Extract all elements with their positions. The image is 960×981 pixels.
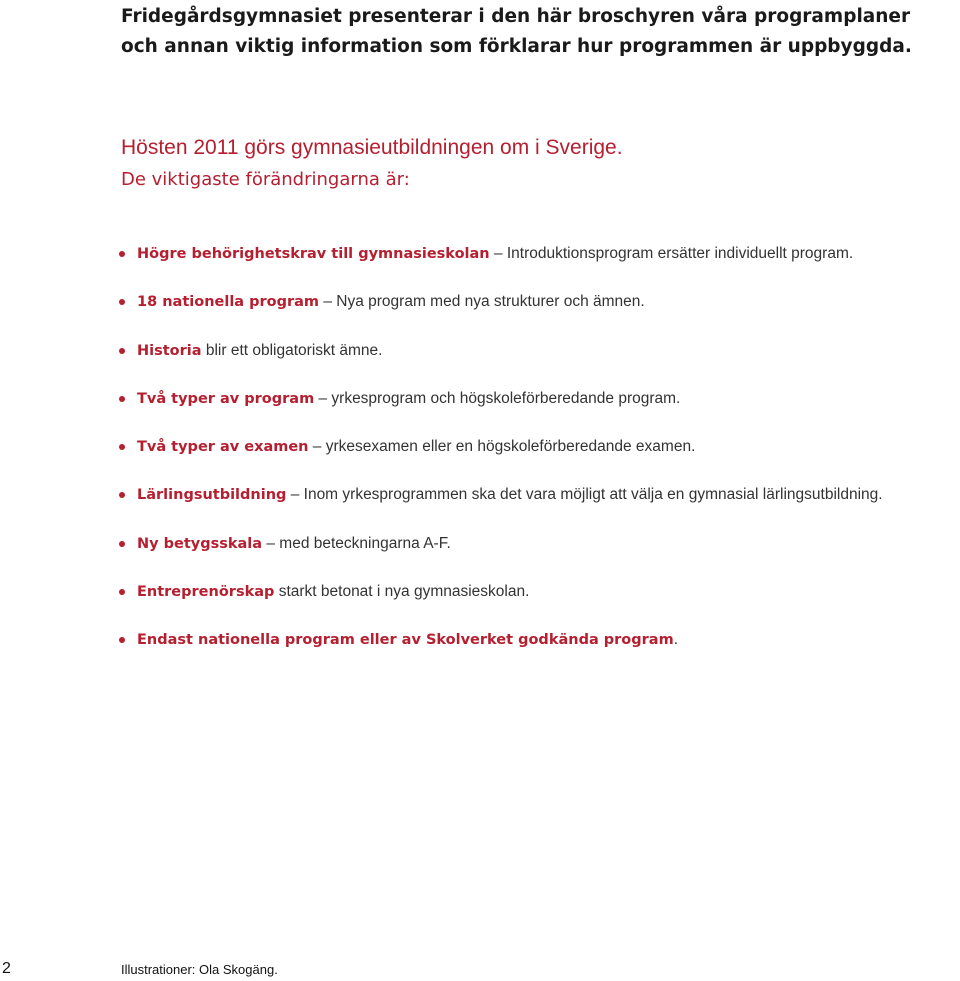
list-item-text: blir ett obligatoriskt ämne.: [201, 341, 383, 359]
intro-line-2: och annan viktig information som förklarar hur programmen är uppbyggda.: [121, 36, 912, 57]
section-heading: [121, 132, 623, 196]
list-item-text: – yrkesexamen eller en högskoleförberedande examen.: [308, 438, 696, 456]
list-item: [119, 479, 959, 527]
list-item-keyword: Två typer av program: [137, 390, 315, 407]
list-item-text: – med beteckningarna A-F.: [262, 534, 451, 552]
list-item-text: starkt betonat i nya gymnasieskolan.: [274, 583, 530, 601]
heading-line-2: De viktigaste förändringarna är:: [121, 169, 410, 190]
bullet-icon: [119, 541, 125, 547]
bullet-icon: [119, 396, 125, 402]
list-item-keyword: Entreprenörskap: [137, 584, 275, 601]
bullet-icon: [119, 251, 125, 257]
heading-line-1: Hösten 2011 görs gymnasieutbildningen om i Sverige.: [121, 136, 623, 159]
list-item: [119, 576, 959, 624]
list-item-keyword: Högre behörighetskrav till gymnasieskolan: [137, 246, 490, 262]
intro-paragraph: [121, 2, 956, 62]
list-item: [119, 383, 959, 431]
list-item-keyword: Två typer av examen: [137, 439, 309, 456]
list-item: [119, 431, 959, 479]
bullet-icon: [119, 492, 125, 498]
changes-list: [119, 238, 959, 673]
bullet-icon: [119, 637, 125, 643]
bullet-icon: [119, 299, 125, 305]
list-item-text: .: [673, 631, 679, 649]
bullet-icon: [119, 348, 125, 354]
list-item-keyword: Ny betygsskala: [137, 535, 263, 552]
list-item: [119, 624, 959, 672]
bullet-icon: [119, 444, 125, 450]
list-item: [119, 286, 959, 334]
list-item-text: – Nya program med nya strukturer och ämnen.: [319, 293, 645, 311]
list-item-text: – Inom yrkesprogrammen ska det vara möjligt att välja en gymnasial lärlingsutbildning.: [286, 486, 883, 504]
illustration-credits: Illustrationer: Ola Skogäng.: [121, 962, 278, 977]
bullet-icon: [119, 589, 125, 595]
list-item-keyword: Endast nationella program eller av Skolverket godkända program: [137, 632, 674, 649]
list-item-keyword: Lärlingsutbildning: [137, 487, 287, 504]
list-item: [119, 335, 959, 383]
list-item-keyword: Historia: [137, 342, 202, 359]
list-item: [119, 528, 959, 576]
list-item-keyword: 18 nationella program: [137, 294, 320, 311]
page-number: 2: [2, 960, 11, 977]
list-item-text: – Introduktionsprogram ersätter individuellt program.: [489, 245, 854, 262]
list-item-text: – yrkesprogram och högskoleförberedande program.: [314, 389, 681, 407]
intro-line-1: Fridegårdsgymnasiet presenterar i den här broschyren våra programplaner: [121, 6, 911, 27]
list-item: [119, 238, 959, 286]
